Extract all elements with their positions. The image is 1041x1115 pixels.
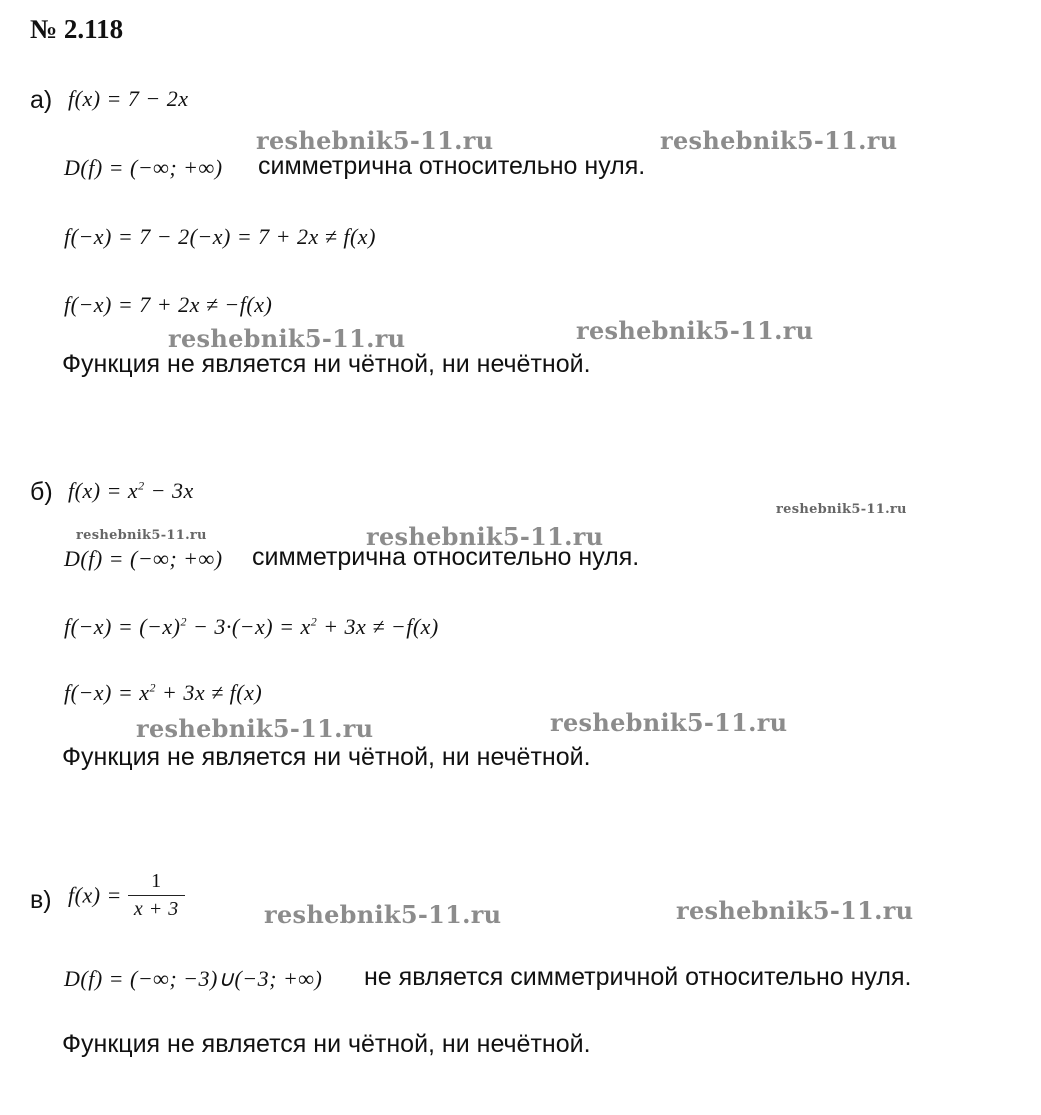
- watermark: reshebnik5-11.ru: [366, 522, 604, 551]
- part-v-domain-text: не является симметричной относительно нуля.: [364, 963, 912, 991]
- watermark: reshebnik5-11.ru: [256, 126, 494, 155]
- problem-number: № 2.118: [30, 14, 124, 44]
- watermark: reshebnik5-11.ru: [676, 896, 914, 925]
- part-a-line2: f(−x) = 7 + 2x ≠ −f(x): [64, 292, 273, 317]
- part-a-line1: f(−x) = 7 − 2(−x) = 7 + 2x ≠ f(x): [64, 224, 376, 249]
- watermark-small: reshebnik5-11.ru: [776, 502, 907, 517]
- part-a-conclusion: Функция не является ни чётной, ни нечётной.: [62, 350, 591, 378]
- part-b-function: $f(x) = x^2 - 3x$: [68, 478, 194, 503]
- part-v-fraction: $\frac{1}{x + 3}$: [128, 870, 185, 921]
- part-v-function: f(x) = $\frac{1}{x + 3}$: [68, 870, 185, 921]
- part-b-conclusion: Функция не является ни чётной, ни нечётной.: [62, 743, 591, 771]
- part-b-domain: D(f) = (−∞; +∞): [64, 546, 223, 571]
- part-a-function: f(x) = 7 − 2x: [68, 86, 189, 111]
- part-b-domain-text: симметрична относительно нуля.: [252, 543, 640, 571]
- part-a-label: а): [30, 86, 53, 114]
- part-a-domain-text: симметрична относительно нуля.: [258, 152, 646, 180]
- watermark-small: reshebnik5-11.ru: [76, 528, 207, 543]
- watermark: reshebnik5-11.ru: [550, 708, 788, 737]
- watermark: reshebnik5-11.ru: [136, 714, 374, 743]
- part-v-domain: D(f) = (−∞; −3)∪(−3; +∞): [64, 966, 323, 991]
- part-a-domain: D(f) = (−∞; +∞): [64, 155, 223, 180]
- watermark: reshebnik5-11.ru: [168, 324, 406, 353]
- watermark: reshebnik5-11.ru: [264, 900, 502, 929]
- part-b-label: б): [30, 478, 53, 506]
- watermark: reshebnik5-11.ru: [660, 126, 898, 155]
- part-v-conclusion: Функция не является ни чётной, ни нечётной.: [62, 1030, 591, 1058]
- watermark: reshebnik5-11.ru: [576, 316, 814, 345]
- part-v-label: в): [30, 886, 52, 914]
- part-b-line1: $f(-x) = (-x)^2 - 3\cdot(-x) = x^2 + 3x \ne -f(x)$: [64, 614, 439, 639]
- part-b-line2: $f(-x) = x^2 + 3x \ne f(x)$: [64, 680, 263, 705]
